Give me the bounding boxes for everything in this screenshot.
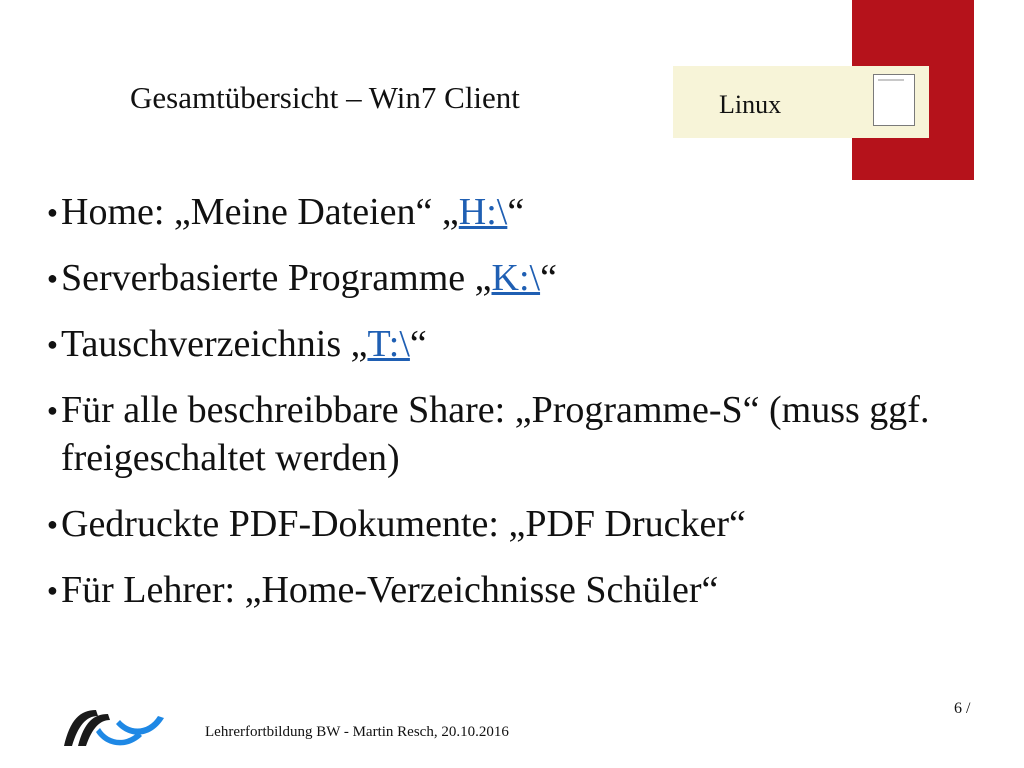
bullet-dot-icon: ●: [47, 202, 58, 222]
bullet-text: Für alle beschreibbare Share: „Programme-S“ (muss ggf. freigeschaltet werden): [61, 389, 930, 479]
bullet-text: Serverbasierte Programme „: [61, 257, 492, 299]
bullet-dot-icon: ●: [47, 514, 58, 534]
bullet-dot-icon: ●: [47, 268, 58, 288]
bullet-text-end: “: [540, 257, 557, 299]
bullet-item-share: [47, 386, 957, 482]
bullet-text: Gedruckte PDF-Dokumente: „PDF Drucker“: [61, 503, 746, 545]
bullet-list: [47, 188, 957, 632]
bullet-item-home: [47, 188, 957, 236]
slide-title: Gesamtübersicht – Win7 Client: [130, 80, 520, 115]
drive-link-k[interactable]: K:\: [491, 257, 541, 299]
linux-label: Linux: [719, 90, 782, 119]
bullet-text-end: “: [507, 191, 525, 233]
bullet-text: Home: „Meine Dateien“ „: [61, 191, 459, 233]
bullet-text: Tauschverzeichnis „: [61, 323, 368, 365]
bullet-item-pdf: [47, 500, 957, 548]
bullet-item-exchange: [47, 320, 957, 368]
document-thumbnail-icon: [873, 74, 915, 126]
drive-link-t[interactable]: T:\: [367, 323, 410, 365]
bullet-item-programs: [47, 254, 957, 302]
footer-text: Lehrerfortbildung BW - Martin Resch, 20.10.2016: [205, 724, 509, 740]
organization-logo-icon: [60, 702, 170, 750]
thumbnail-line: [878, 79, 904, 81]
bullet-text-end: “: [409, 323, 427, 365]
drive-link-h[interactable]: H:\: [458, 191, 508, 233]
bullet-text: Für Lehrer: „Home-Verzeichnisse Schüler“: [61, 569, 719, 611]
logo-blue-stroke-2: [116, 716, 164, 735]
linux-info-box: [673, 66, 929, 138]
bullet-dot-icon: ●: [47, 400, 58, 420]
bullet-dot-icon: ●: [47, 334, 58, 354]
bullet-dot-icon: ●: [47, 580, 58, 600]
page-number: 6 /: [954, 700, 971, 717]
bullet-item-teachers: [47, 566, 957, 614]
